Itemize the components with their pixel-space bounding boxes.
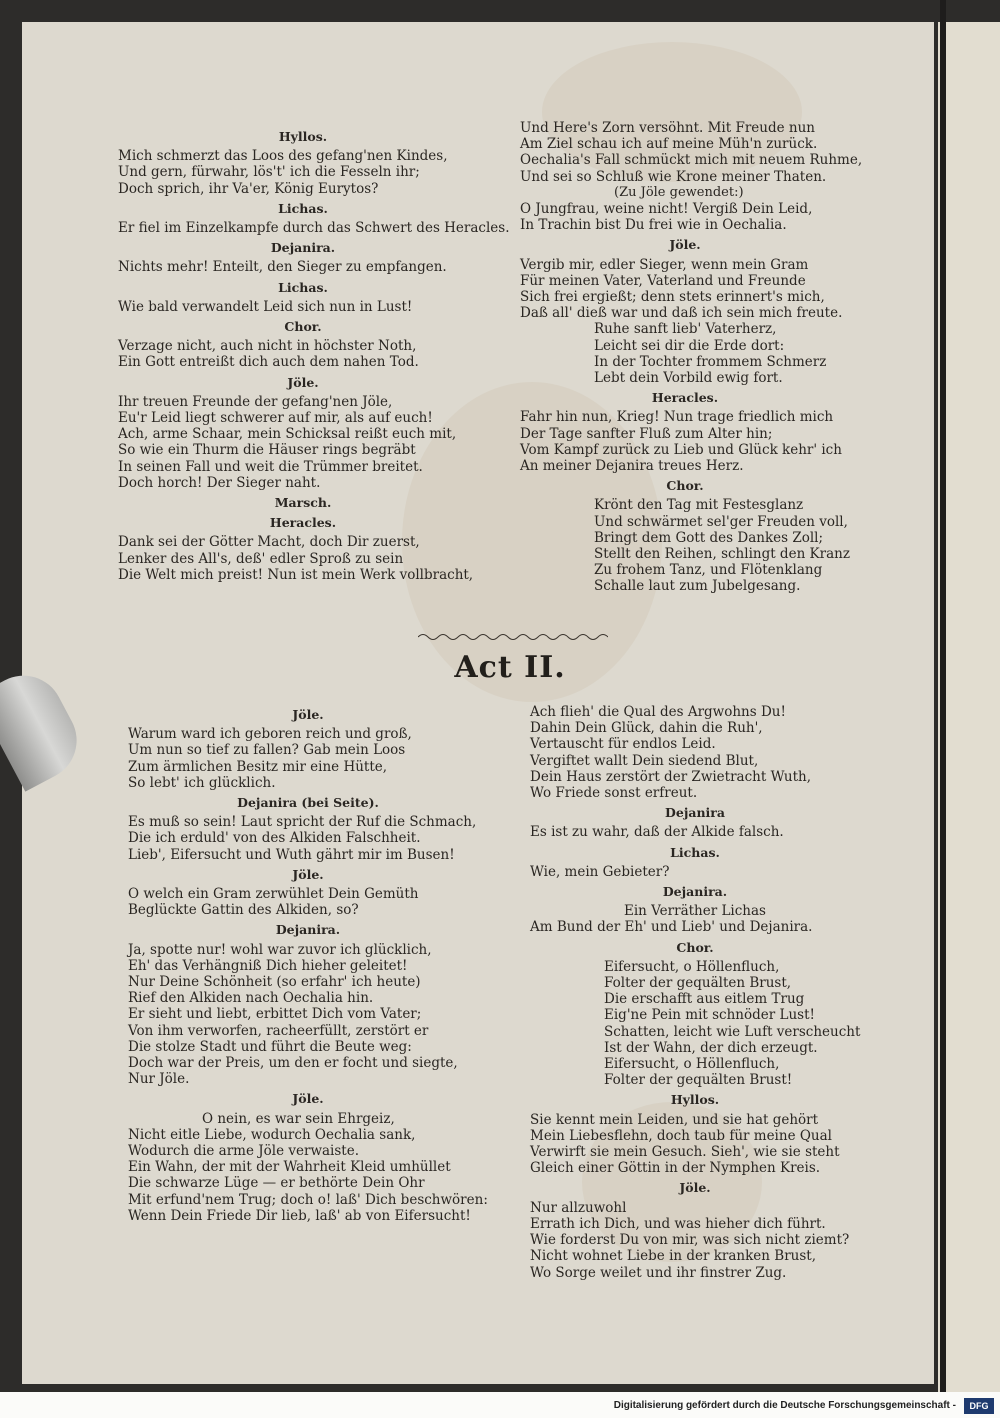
- speaker-name: Heracles.: [651, 390, 719, 406]
- verse-line: Für meinen Vater, Vaterland und Freunde: [520, 272, 806, 289]
- verse-line: Warum ward ich geboren reich und groß,: [128, 726, 412, 743]
- verse-line: Doch sprich, ihr Va'er, König Eurytos?: [118, 180, 379, 197]
- verse-line: Mein Liebesflehn, doch taub für meine Qual: [530, 1127, 832, 1144]
- verse-line: Ist der Wahn, der dich erzeugt.: [604, 1039, 818, 1056]
- verse-line: Nicht eitle Liebe, wodurch Oechalia sank,: [128, 1126, 416, 1143]
- speaker-name: Jöle.: [292, 707, 324, 722]
- verse-line: Vergib mir, edler Sieger, wenn mein Gram: [520, 256, 809, 273]
- verse-line: Die schwarze Lüge — er bethörte Dein Ohr: [128, 1175, 425, 1192]
- verse-line: Doch war der Preis, um den er focht und siegte,: [128, 1055, 458, 1072]
- verse-line: Ihr treuen Freunde der gefang'nen Jöle,: [118, 393, 393, 410]
- dfg-logo: DFG: [964, 1398, 994, 1414]
- speaker-name: Chor.: [676, 939, 714, 955]
- verse-line: Errath ich Dich, und was hieher dich führt.: [530, 1215, 826, 1232]
- verse-line: Wie bald verwandelt Leid sich nun in Lust!: [118, 298, 413, 315]
- verse-line: Wo Friede sonst erfreut.: [530, 785, 698, 802]
- verse-line: Eig'ne Pein mit schnöder Lust!: [604, 1007, 815, 1024]
- verse-line: Gleich einer Göttin in der Nymphen Kreis.: [530, 1160, 821, 1177]
- verse-line: Ein Gott entreißt dich auch dem nahen Tod.: [118, 354, 419, 371]
- verse-line: Verzage nicht, auch nicht in höchster Noth,: [118, 338, 417, 355]
- verse-line: Von ihm verworfen, racheerfüllt, zerstört er: [128, 1022, 429, 1039]
- page-edge-shadow: [940, 0, 946, 1392]
- speaker-name: Dejanira.: [275, 922, 341, 938]
- verse-line: Dank sei der Götter Macht, doch Dir zuerst,: [118, 534, 420, 551]
- verse-line: Folter der gequälten Brust,: [604, 975, 792, 992]
- verse-line: Schatten, leicht wie Luft verscheucht: [604, 1023, 861, 1040]
- verse-line: Fahr hin nun, Krieg! Nun trage friedlich mich: [520, 409, 834, 426]
- verse-line: Vom Kampf zurück zu Lieb und Glück kehr' ich: [520, 441, 842, 458]
- verse-line: Sich frei ergießt; denn stets erinnert's mich,: [520, 289, 825, 306]
- verse-line: Vertauscht für endlos Leid.: [530, 736, 716, 753]
- verse-line: Die erschafft aus eitlem Trug: [604, 991, 805, 1008]
- verse-line: Ein Verräther Lichas: [624, 903, 766, 920]
- verse-line: Mich schmerzt das Loos des gefang'nen Kindes,: [118, 148, 448, 165]
- verse-line: Bringt dem Gott des Dankes Zoll;: [594, 529, 824, 546]
- verse-line: Zu frohem Tanz, und Flötenklang: [594, 562, 823, 579]
- verse-line: Die Welt mich preist! Nun ist mein Werk vollbracht,: [118, 566, 474, 583]
- verse-line: Rief den Alkiden nach Oechalia hin.: [128, 990, 374, 1007]
- verse-line: Es muß so sein! Laut spricht der Ruf die Schmach,: [128, 814, 477, 831]
- verse-line: Nur Deine Schönheit (so erfahr' ich heute): [128, 974, 421, 991]
- verse-line: O Jungfrau, weine nicht! Vergiß Dein Leid,: [520, 201, 813, 218]
- verse-line: Es ist zu wahr, daß der Alkide falsch.: [530, 824, 784, 841]
- verse-line: Nicht wohnet Liebe in der kranken Brust,: [530, 1248, 816, 1265]
- verse-line: Die ich erduld' von des Alkiden Falschheit.: [128, 830, 421, 847]
- speaker-name: Hyllos.: [670, 1092, 720, 1108]
- verse-line: Die stolze Stadt und führt die Beute weg:: [128, 1038, 412, 1055]
- verse-line: Schalle laut zum Jubelgesang.: [594, 578, 801, 595]
- speaker-name: Dejanira.: [270, 240, 336, 256]
- verse-line: Sie kennt mein Leiden, und sie hat gehört: [530, 1111, 819, 1128]
- verse-line: Oechalia's Fall schmückt mich mit neuem Ruhme,: [520, 152, 863, 169]
- verse-line: Zum ärmlichen Besitz mir eine Hütte,: [128, 758, 388, 775]
- speaker-name: Chor.: [666, 478, 704, 494]
- speaker-name: Lichas.: [670, 844, 720, 860]
- verse-line: Ruhe sanft lieb' Vaterherz,: [594, 321, 777, 338]
- verse-line: An meiner Dejanira treues Herz.: [520, 458, 744, 475]
- speaker-name: Jöle.: [292, 866, 324, 882]
- speaker-name: Marsch.: [274, 495, 332, 511]
- verse-line: Lenker des All's, deß' edler Sproß zu sein: [118, 550, 404, 567]
- verse-line: Nur Jöle.: [128, 1071, 190, 1088]
- verse-line: Wodurch die arme Jöle verwaiste.: [128, 1143, 360, 1160]
- verse-line: Am Ziel schau ich auf meine Müh'n zurück.: [520, 136, 818, 153]
- verse-line: Und Here's Zorn versöhnt. Mit Freude nun: [520, 120, 815, 136]
- text-column-top-right: [520, 120, 863, 595]
- verse-line: In seinen Fall und weit die Trümmer breitet.: [118, 458, 423, 475]
- verse-line: In der Tochter frommem Schmerz: [594, 353, 827, 370]
- text-column-top-left: [118, 125, 510, 583]
- verse-line: Eu'r Leid liegt schwerer auf mir, als auf euch!: [118, 410, 433, 427]
- verse-line: Ein Wahn, der mit der Wahrheit Kleid umhüllet: [128, 1159, 451, 1176]
- verse-line: Wie, mein Gebieter?: [530, 863, 670, 880]
- verse-line: Und gern, fürwahr, lös't' ich die Fesseln ihr;: [118, 164, 420, 181]
- verse-line: Am Bund der Eh' und Lieb' und Dejanira.: [530, 919, 813, 936]
- verse-line: Leicht sei dir die Erde dort:: [594, 337, 785, 354]
- verse-line: Mit erfund'nem Trug; doch o! laß' Dich beschwören:: [128, 1191, 488, 1208]
- verse-line: Und schwärmet sel'ger Freuden voll,: [594, 513, 848, 530]
- stage-direction: (Zu Jöle gewendet:): [614, 184, 744, 200]
- verse-line: So wie ein Thurm die Häuser rings begräbt: [118, 442, 416, 459]
- speaker-name: Lichas.: [278, 200, 328, 216]
- text-column-bottom-right: [530, 704, 860, 1281]
- verse-line: Eifersucht, o Höllenfluch,: [604, 958, 780, 975]
- verse-line: O nein, es war sein Ehrgeiz,: [202, 1110, 395, 1127]
- verse-line: Er fiel im Einzelkampfe durch das Schwert des Heracles.: [118, 220, 510, 237]
- verse-line: In Trachin bist Du frei wie in Oechalia.: [520, 217, 787, 234]
- verse-line: So lebt' ich glücklich.: [128, 774, 276, 791]
- verse-line: Nichts mehr! Enteilt, den Sieger zu empfangen.: [118, 259, 447, 276]
- verse-line: Ach, arme Schaar, mein Schicksal reißt euch mit,: [118, 426, 457, 443]
- verse-line: Daß all' dieß war und daß ich sein mich freute.: [520, 305, 843, 322]
- verse-line: Beglückte Gattin des Alkiden, so?: [128, 902, 359, 919]
- verse-line: Wenn Dein Friede Dir lieb, laß' ab von Eifersucht!: [128, 1207, 471, 1224]
- verse-line: Doch horch! Der Sieger naht.: [118, 474, 321, 491]
- verse-line: Nur allzuwohl: [530, 1199, 627, 1216]
- speaker-name: Heracles.: [269, 515, 337, 531]
- verse-line: Dein Haus zerstört der Zwietracht Wuth,: [530, 768, 812, 785]
- verse-line: O welch ein Gram zerwühlet Dein Gemüth: [128, 886, 419, 903]
- speaker-name: Jöle.: [679, 1180, 711, 1196]
- speaker-name: Lichas.: [278, 279, 328, 295]
- text-column-bottom-left: [128, 703, 488, 1224]
- verse-line: Wie forderst Du von mir, was sich nicht ziemt?: [530, 1232, 850, 1249]
- speaker-name: Dejanira.: [662, 884, 728, 900]
- speaker-name: Dejanira (bei Seite).: [237, 795, 379, 811]
- verse-line: Und sei so Schluß wie Krone meiner Thaten.: [520, 168, 827, 185]
- verse-line: Folter der gequälten Brust!: [604, 1072, 793, 1089]
- adjacent-page: [938, 22, 1000, 1392]
- wavy-divider: [418, 632, 608, 642]
- verse-line: Wo Sorge weilet und ihr finstrer Zug.: [530, 1264, 787, 1281]
- verse-line: Krönt den Tag mit Festesglanz: [594, 497, 804, 514]
- speaker-name: Chor.: [284, 319, 322, 335]
- verse-line: Ja, spotte nur! wohl war zuvor ich glücklich,: [128, 941, 432, 958]
- verse-line: Eh' das Verhängniß Dich hieher geleitet!: [128, 957, 408, 974]
- verse-line: Verwirft sie mein Gesuch. Sieh', wie sie steht: [530, 1144, 840, 1161]
- speaker-name: Jöle.: [287, 374, 319, 390]
- verse-line: Um nun so tief zu fallen? Gab mein Loos: [128, 742, 406, 759]
- verse-line: Lebt dein Vorbild ewig fort.: [594, 370, 783, 387]
- verse-line: Lieb', Eifersucht und Wuth gährt mir im Busen!: [128, 846, 455, 863]
- footer-credit: Digitalisierung gefördert durch die Deutsche Forschungsgemeinschaft -: [613, 1400, 956, 1411]
- verse-line: Der Tage sanfter Fluß zum Alter hin;: [520, 425, 773, 442]
- verse-line: Dahin Dein Glück, dahin die Ruh',: [530, 720, 763, 737]
- verse-line: Ach flieh' die Qual des Argwohns Du!: [530, 704, 786, 720]
- act-heading: Act II.: [454, 650, 566, 685]
- speaker-name: Jöle.: [669, 237, 701, 253]
- verse-line: Er sieht und liebt, erbittet Dich vom Vater;: [128, 1006, 422, 1023]
- verse-line: Vergiftet wallt Dein siedend Blut,: [530, 752, 759, 769]
- verse-line: Stellt den Reihen, schlingt den Kranz: [594, 546, 850, 563]
- digitization-footer: [0, 1396, 1000, 1418]
- speaker-name: Hyllos.: [278, 129, 328, 144]
- speaker-name: Jöle.: [292, 1091, 324, 1107]
- verse-line: Eifersucht, o Höllenfluch,: [604, 1056, 780, 1073]
- speaker-name: Dejanira: [665, 805, 725, 821]
